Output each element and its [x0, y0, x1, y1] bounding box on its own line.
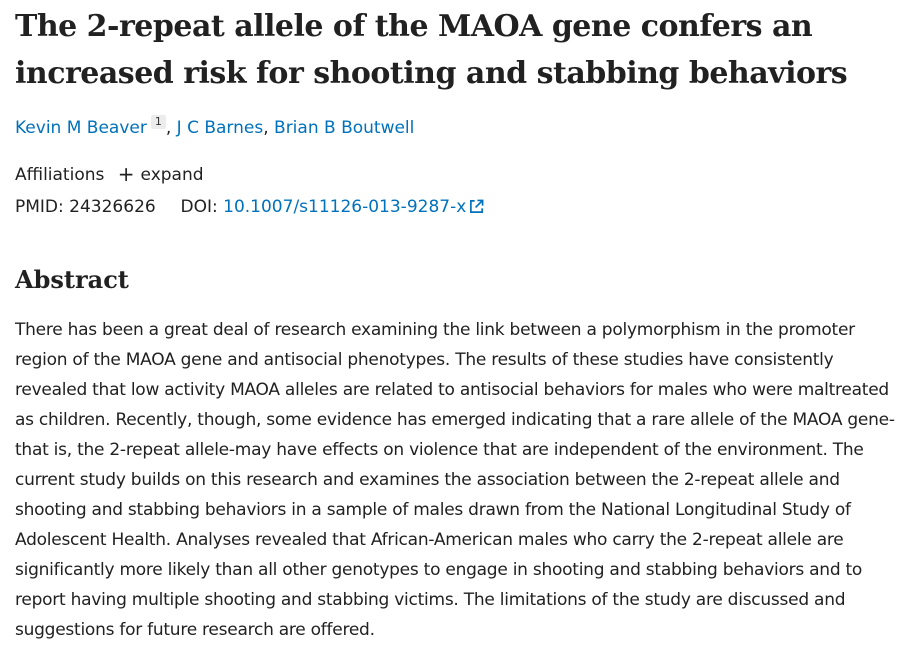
author-separator: ,: [263, 118, 275, 138]
pmid-value: 24326626: [69, 197, 156, 217]
author-link[interactable]: Kevin M Beaver: [15, 118, 147, 138]
pmid-label: PMID:: [15, 197, 64, 217]
author-link[interactable]: J C Barnes: [176, 118, 264, 138]
expand-affiliations-button[interactable]: [117, 162, 204, 186]
expand-label: expand: [140, 165, 204, 185]
article-title: The 2-repeat allele of the MAOA gene confers an increased risk for shooting and stabbing behaviors: [15, 9, 848, 91]
affiliations-label: Affiliations: [15, 165, 105, 185]
authors-list: [15, 114, 414, 142]
affiliation-superscript[interactable]: 1: [151, 115, 166, 129]
abstract-text: There has been a great deal of research examining the link between a polymorphism in the promoter region of the MAOA gene and antisocial phenotypes. The results of these studies have consistently revealed that low activity MAOA alleles are related to antisocial behaviors for males who were maltreated as children. Recently, though, some evidence has emerged indicating that a rare allele of the MAOA gene-that is, the 2-repeat allele-may have effects on violence that are independent of the environment. The current study builds on this research and examines the association between the 2-repeat allele and shooting and stabbing behaviors in a sample of males drawn from the National Longitudinal Study of Adolescent Health. Analyses revealed that African-American males who carry the 2-repeat allele are significantly more likely than all other genotypes to engage in shooting and stabbing behaviors and to report having multiple shooting and stabbing victims. The limitations of the study are discussed and suggestions for future research are offered.: [15, 320, 895, 640]
author-separator: ,: [165, 118, 177, 138]
doi-label: DOI:: [180, 197, 218, 217]
identifiers-row: [15, 193, 484, 223]
plus-icon: +: [117, 162, 135, 186]
affiliations-row: [15, 160, 204, 189]
author-link[interactable]: Brian B Boutwell: [274, 118, 415, 138]
doi-link[interactable]: [223, 197, 484, 217]
abstract-heading: Abstract: [15, 265, 129, 294]
external-link-icon: [469, 195, 484, 223]
doi-value: 10.1007/s11126-013-9287-x: [223, 197, 467, 217]
